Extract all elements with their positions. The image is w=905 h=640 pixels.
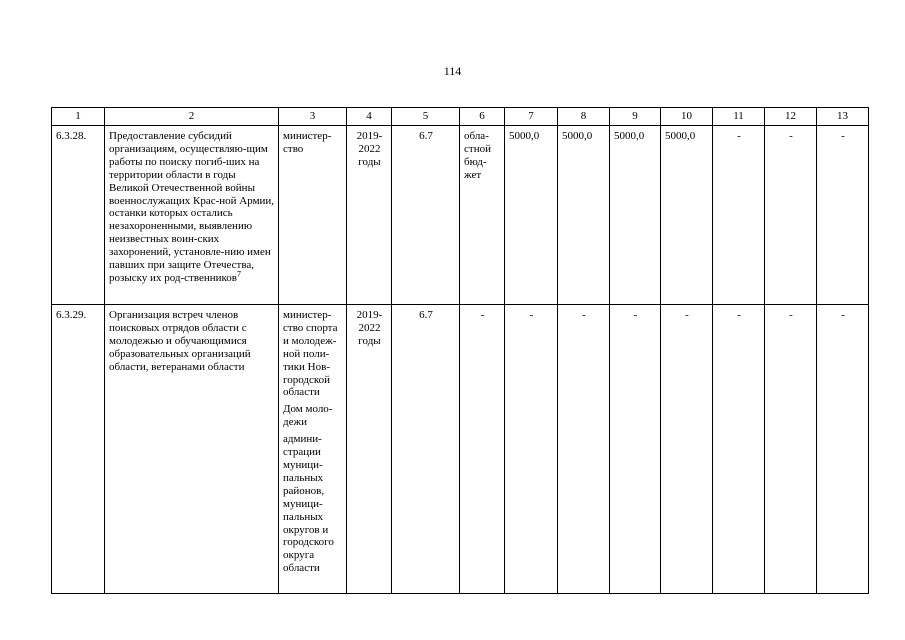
amount-cell: 5000,0 (558, 126, 610, 305)
table-row (52, 126, 869, 305)
amount-cell: - (505, 305, 558, 594)
amount-cell: - (610, 305, 661, 594)
amount-cell: 5000,0 (505, 126, 558, 305)
column-number-header-row (52, 108, 869, 126)
amount-cell: - (558, 305, 610, 594)
column-header: 8 (558, 108, 610, 126)
column-header: 2 (105, 108, 279, 126)
executor-cell (279, 126, 347, 305)
amount-cell: - (765, 126, 817, 305)
column-header: 4 (347, 108, 392, 126)
column-header: 3 (279, 108, 347, 126)
executor: министер-ство спорта и молодеж-ной поли-тики Нов-городской области (283, 309, 338, 399)
column-header: 1 (52, 108, 105, 126)
row-number: 6.3.29. (52, 305, 105, 594)
executor: министер-ство (283, 130, 332, 155)
target-indicator-cell: 6.7 (392, 126, 460, 305)
executor: Дом моло-дежи (283, 403, 333, 429)
funding-source-cell: обла-стной бюд-жет (460, 126, 505, 305)
target-indicator-cell: 6.7 (392, 305, 460, 594)
column-header: 6 (460, 108, 505, 126)
column-header: 11 (713, 108, 765, 126)
column-header: 10 (661, 108, 713, 126)
page-number: 114 (443, 64, 462, 78)
executor-cell (279, 305, 347, 594)
column-header: 9 (610, 108, 661, 126)
amount-cell: - (817, 305, 869, 594)
row-number: 6.3.28. (52, 126, 105, 305)
column-header: 12 (765, 108, 817, 126)
executor: админи-страции муници-пальных районов, муници-пальных округов и городского округа области (283, 433, 334, 575)
period-cell: 2019-2022 годы (347, 305, 392, 594)
amount-cell: 5000,0 (661, 126, 713, 305)
amount-cell: - (713, 126, 765, 305)
program-activities-table (51, 107, 869, 594)
activity-description (105, 126, 279, 305)
column-header: 7 (505, 108, 558, 126)
footnote-marker: 7 (236, 269, 241, 279)
amount-cell: - (661, 305, 713, 594)
activity-description-text: Предоставление субсидий организациям, осуществляю-щим работы по поиску погиб-ших на территории области в годы Великой Отечественной войны военнослужащих Крас-ной Армии, останки которых остались незахороненными, выявлению неизвестных воин-ских захоронений, установле-нию имен павших при защите Отечества, розыску их род-ственников (109, 130, 275, 284)
table-row (52, 305, 869, 594)
amount-cell: - (713, 305, 765, 594)
column-header: 13 (817, 108, 869, 126)
activity-description: Организация встреч членов поисковых отрядов области с молодежью и обучающимися образовательных организаций области, ветеранами области (105, 305, 279, 594)
amount-cell: - (817, 126, 869, 305)
column-header: 5 (392, 108, 460, 126)
amount-cell: 5000,0 (610, 126, 661, 305)
period-cell: 2019-2022 годы (347, 126, 392, 305)
funding-source-cell: - (460, 305, 505, 594)
amount-cell: - (765, 305, 817, 594)
